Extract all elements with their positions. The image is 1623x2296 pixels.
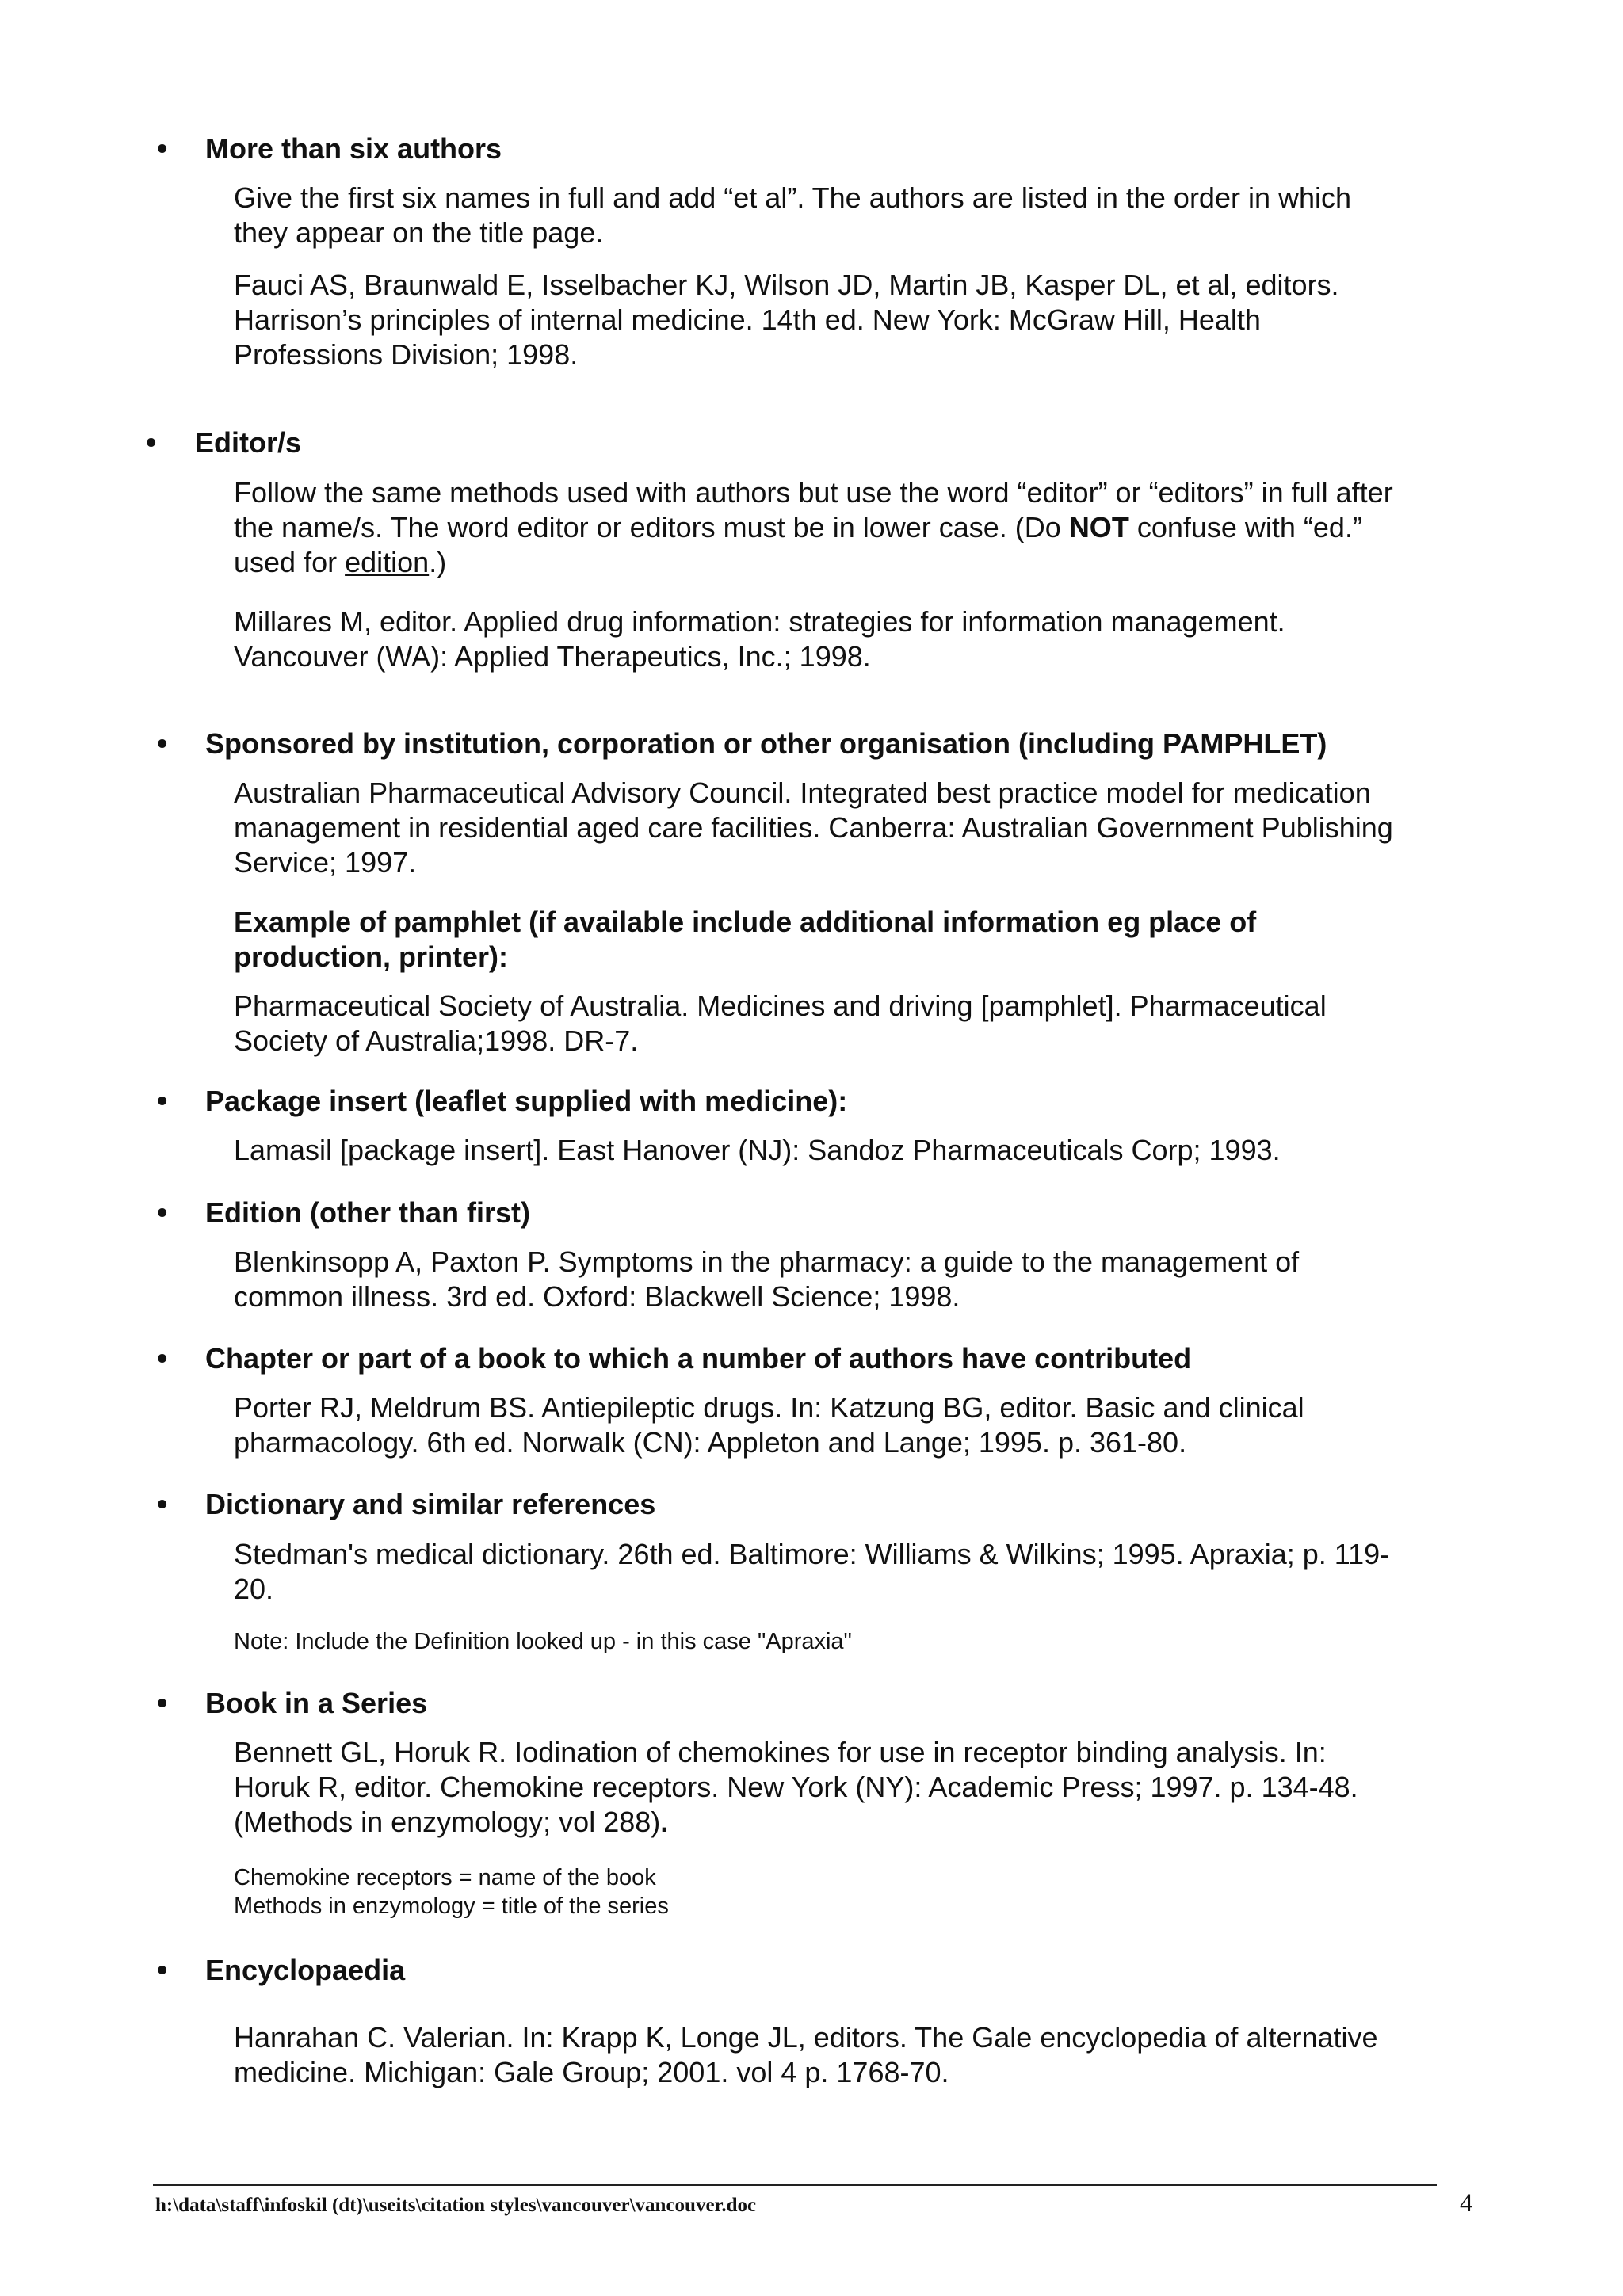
bullet-marker: • — [157, 1196, 168, 1230]
emphasis-not: NOT — [1068, 511, 1129, 543]
bullet-marker: • — [157, 132, 168, 166]
bullet-marker: • — [157, 727, 168, 761]
reference-example: Stedman's medical dictionary. 26th ed. Baltimore: Williams & Wilkins; 1995. Apraxia; p. 119- 20. — [234, 1538, 1390, 1605]
section-heading: Package insert (leaflet supplied with medicine): — [205, 1085, 848, 1117]
reference-example: Porter RJ, Meldrum BS. Antiepileptic drugs. In: Katzung BG, editor. Basic and clinical pharmacology. 6th ed. Norwalk (CN): Appleton and Lange; 1995. p. 361-80. — [234, 1391, 1304, 1459]
section-heading: Dictionary and similar references — [205, 1488, 656, 1520]
pamphlet-subheading: Example of pamphlet (if available include additional information eg place of production, printer): — [234, 906, 1257, 973]
reference-example: Hanrahan C. Valerian. In: Krapp K, Longe JL, editors. The Gale encyclopedia of alternative medicine. Michigan: Gale Group; 2001. vol 4 p. 1768-70. — [234, 2021, 1378, 2088]
bullet-marker: • — [157, 1085, 168, 1118]
reference-example: Lamasil [package insert]. East Hanover (NJ): Sandoz Pharmaceuticals Corp; 1993. — [234, 1134, 1281, 1166]
reference-example: Blenkinsopp A, Paxton P. Symptoms in the pharmacy: a guide to the management of common illness. 3rd ed. Oxford: Blackwell Science; 1998. — [234, 1245, 1300, 1313]
section-heading: Book in a Series — [205, 1687, 428, 1719]
bullet-marker: • — [157, 1954, 168, 1987]
reference-example: Australian Pharmaceutical Advisory Council. Integrated best practice model for medication management in residential aged care facilities. Canberra: Australian Government Publishing Service; 1997. — [234, 776, 1393, 879]
section-text — [234, 475, 1486, 580]
text-run: Bennett GL, Horuk R. Iodination of chemokines for use in receptor binding analysis. In: Horuk R, editor. Chemokine receptors. New York (NY): Academic Press; 1997. p. 134-48. (Methods in enzymology; vol 288) — [234, 1736, 1358, 1838]
text-run-bold: . — [660, 1806, 669, 1838]
underlined-edition: edition — [345, 546, 430, 578]
bullet-marker: • — [146, 426, 157, 460]
reference-example — [234, 1735, 1486, 1840]
reference-example: Fauci AS, Braunwald E, Isselbacher KJ, Wilson JD, Martin JB, Kasper DL, et al, editors. Harrison’s principles of internal medicine. 14th ed. New York: McGraw Hill, Health Professions Division; 1998. — [234, 269, 1339, 371]
section-heading: More than six authors — [205, 132, 502, 165]
section-heading: Edition (other than first) — [205, 1196, 530, 1229]
section-note: Note: Include the Definition looked up - in this case "Apraxia" — [234, 1629, 852, 1654]
section-text: Give the first six names in full and add “et al”. The authors are listed in the order in which they appear on the title page. — [234, 181, 1352, 249]
bullet-marker: • — [157, 1687, 168, 1720]
text-run: Follow the same methods used with authors but use the word “editor” or “editors” in full after the name/s. The word editor or editors must be in lower case. (Do — [234, 476, 1393, 543]
section-heading: Sponsored by institution, corporation or other organisation (including PAMPHLET) — [205, 727, 1327, 760]
page-number: 4 — [1460, 2189, 1473, 2218]
text-run: confuse with “ed.” used for — [234, 511, 1362, 578]
section-heading: Encyclopaedia — [205, 1954, 406, 1986]
section-heading: Editor/s — [195, 426, 302, 459]
footer-file-path: h:\data\staff\infoskil (dt)\useits\citation styles\vancouver\vancouver.doc — [155, 2195, 757, 2216]
bullet-marker: • — [157, 1342, 168, 1375]
footer-rule — [153, 2184, 1437, 2186]
section-note: Chemokine receptors = name of the book Methods in enzymology = title of the series — [234, 1865, 669, 1919]
section-heading: Chapter or part of a book to which a number of authors have contributed — [205, 1342, 1192, 1375]
text-run: .) — [429, 546, 447, 578]
reference-example: Pharmaceutical Society of Australia. Medicines and driving [pamphlet]. Pharmaceutical Society of Australia;1998. DR-7. — [234, 990, 1327, 1057]
bullet-marker: • — [157, 1488, 168, 1521]
reference-example: Millares M, editor. Applied drug information: strategies for information management. Vancouver (WA): Applied Therapeutics, Inc.; 1998. — [234, 605, 1285, 673]
